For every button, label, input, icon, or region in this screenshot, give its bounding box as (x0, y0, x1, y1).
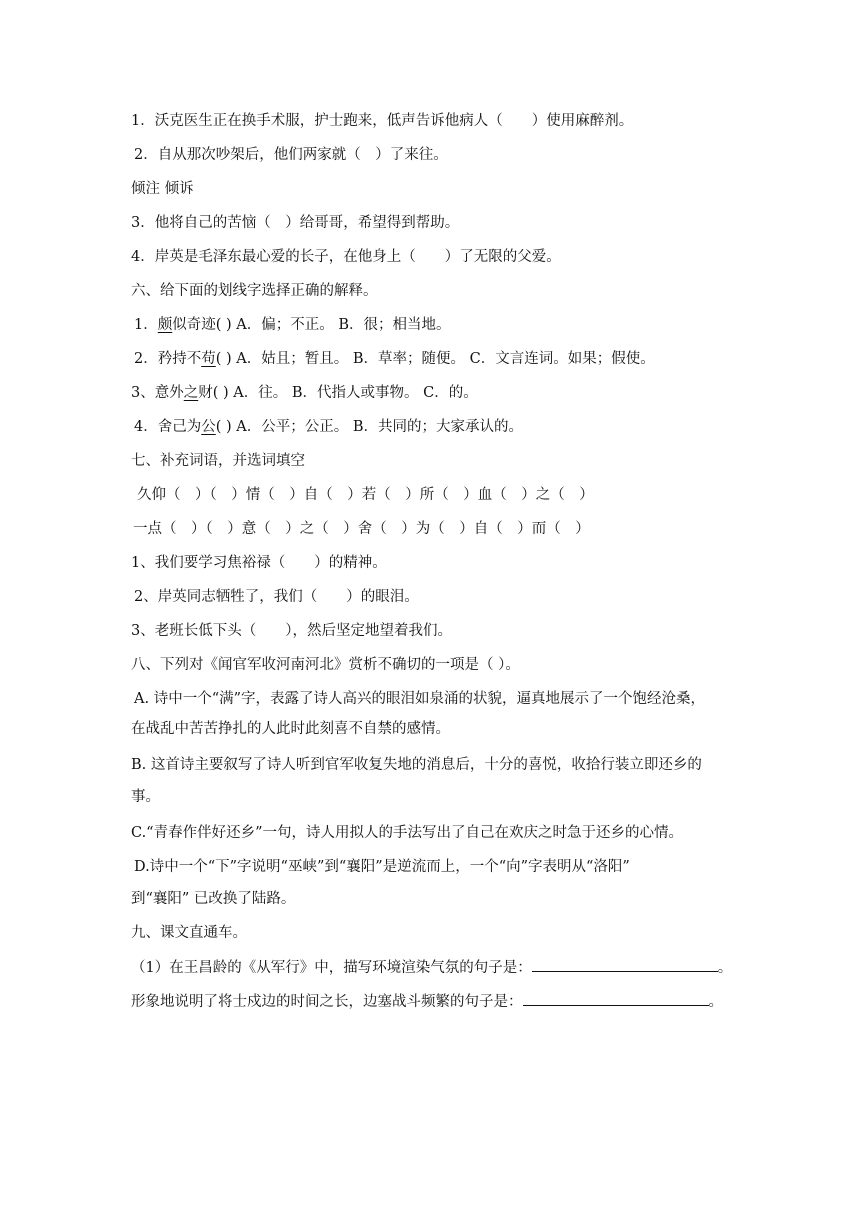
q7-item-3: 3、老班长低下头（ ），然后坚定地望着我们。 (131, 623, 452, 639)
q6-item-3-rest: 财( ) A．往。 B．代指人或事物。 C．的。 (198, 385, 478, 401)
idioms-row-2: 一点（ ）（ ）意（ ）之（ ）舍（ ）为（ ）自（ ）而（ ） (133, 521, 590, 537)
q6-item-1-prefix: 1． (134, 317, 158, 333)
q8-option-d-line-2: 到“襄阳” 已改换了陆路。 (131, 891, 296, 907)
q9-item-1-end-1: 。 (717, 960, 733, 976)
q5-item-1: 1．沃克医生正在换手术服，护士跑来，低声告诉他病人（ ）使用麻醉剂。 (131, 113, 634, 129)
q8-option-c: C.“青春作伴好还乡”一句，诗人用拟人的手法写出了自己在欢庆之时急于还乡的心情。 (131, 825, 684, 841)
q7-item-1: 1、我们要学习焦裕禄（ ）的精神。 (131, 555, 387, 571)
section-7-title: 七、补充词语，并选词填空 (131, 453, 305, 469)
q6-item-4-underlined: 公 (201, 419, 216, 435)
q5-item-4: 4．岸英是毛泽东最心爱的长子，在他身上（ ）了无限的父爱。 (131, 249, 561, 265)
q6-item-4 (134, 416, 523, 438)
q9-item-1-line-1 (131, 956, 732, 978)
q6-item-1 (134, 314, 451, 336)
q5-item-2: 2．自从那次吵架后，他们两家就（ ）了来往。 (134, 147, 448, 163)
q9-item-1-line-2 (131, 990, 723, 1012)
q8-option-d-line-1: D.诗中一个“下”字说明“巫峡”到“襄阳”是逆流而上，一个“向”字表明从“洛阳” (134, 859, 630, 875)
idioms-row-1: 久仰（ ）（ ）情（ ）自（ ）若（ ）所（ ）血（ ）之（ ） (137, 487, 594, 503)
q6-item-2-prefix: 2．矜持不 (134, 351, 202, 367)
q6-item-1-underlined: 颇 (157, 317, 173, 333)
q9-item-1-prompt-1: （1）在王昌龄的《从军行》中，描写环境渲染气氛的句子是： (131, 960, 532, 976)
q6-item-3-prefix: 3、意外 (131, 385, 184, 401)
q6-item-4-rest: ( ) A．公平；公正。 B．共同的；大家承认的。 (215, 419, 524, 435)
q7-item-2: 2、岸英同志牺牲了，我们（ ）的眼泪。 (134, 589, 419, 605)
q9-item-1-end-2: 。 (708, 994, 723, 1010)
section-9-title: 九、课文直通车。 (131, 925, 247, 941)
word-options: 倾注 倾诉 (131, 181, 194, 197)
q8-option-a-line-1: A. 诗中一个“满”字，表露了诗人高兴的眼泪如泉涌的状貌，逼真地展示了一个饱经沧桑， (134, 691, 706, 707)
q6-item-2 (134, 348, 655, 370)
section-8-title: 八、下列对《闻官军收河南河北》赏析不确切的一项是（ ）。 (131, 657, 520, 673)
q6-item-1-rest: 似奇迹( ) A．偏；不正。 B．很；相当地。 (172, 317, 451, 333)
answer-blank-1[interactable] (532, 956, 718, 972)
answer-blank-2[interactable] (523, 990, 709, 1006)
q5-item-3: 3．他将自己的苦恼（ ）给哥哥，希望得到帮助。 (131, 215, 460, 231)
q8-option-b-line-2: 事。 (131, 789, 160, 805)
q8-option-a-line-2: 在战乱中苦苦挣扎的人此时此刻喜不自禁的感情。 (131, 721, 450, 737)
q9-item-1-prompt-2: 形象地说明了将士戍边的时间之长，边塞战斗频繁的句子是： (131, 994, 523, 1010)
q6-item-2-rest: ( ) A．姑且；暂且。 B．草率；随便。 C．文言连词。如果；假使。 (215, 351, 655, 367)
q8-option-b-line-1: B. 这首诗主要叙写了诗人听到官军收复失地的消息后，十分的喜悦，收拾行装立即还乡的 (131, 757, 702, 773)
q6-item-3 (131, 382, 478, 404)
q6-item-4-prefix: 4．舍己为 (134, 419, 202, 435)
section-6-title: 六、给下面的划线字选择正确的解释。 (131, 283, 378, 299)
q6-item-2-underlined: 苟 (201, 351, 216, 367)
q6-item-3-underlined: 之 (183, 385, 199, 401)
